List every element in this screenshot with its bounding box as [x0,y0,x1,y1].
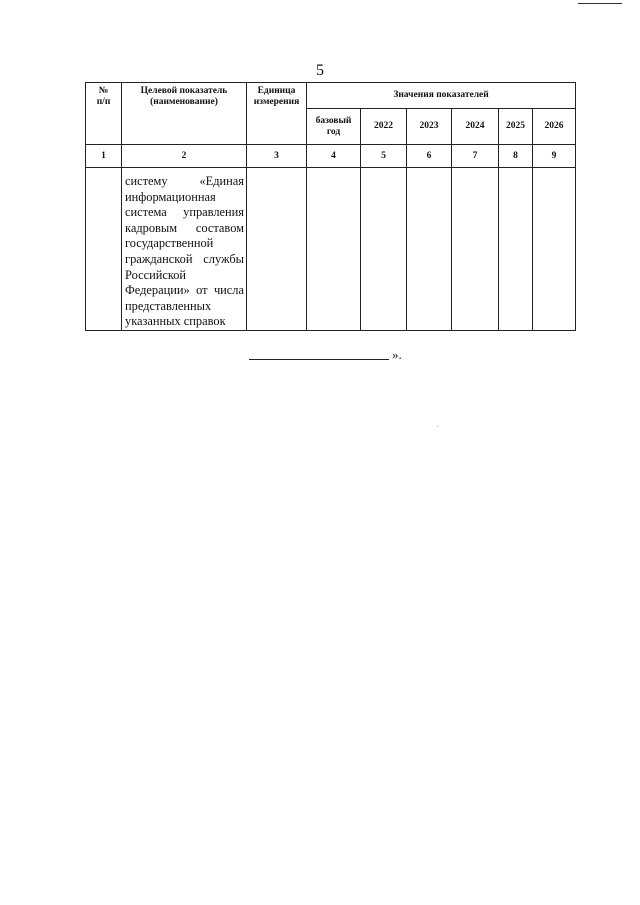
value-2026-cell [533,168,576,331]
value-2022-cell [361,168,407,331]
column-number: 2 [122,145,247,168]
column-number: 9 [533,145,576,168]
value-2024-cell [452,168,499,331]
column-number: 8 [499,145,533,168]
header-target-indicator: Целевой показатель (наименование) [122,83,247,145]
header-year-2023: 2023 [407,109,452,145]
column-number: 7 [452,145,499,168]
row-num-cell [86,168,122,331]
column-number: 5 [361,145,407,168]
header-unit: Единица измерения [247,83,307,145]
value-2025-cell [499,168,533,331]
header-year-2026: 2026 [533,109,576,145]
column-number: 6 [407,145,452,168]
target-indicator-text: систему «Единая информационная система управления кадровым составом государственной гражданской службы Российской Федерации» от числа представленных указанных справок [125,174,244,329]
header-row-1 [86,83,576,109]
target-indicators-table [85,82,576,331]
scan-speck [437,426,438,427]
column-number: 4 [307,145,361,168]
closing-quote: ». [392,347,402,362]
header-year-2022: 2022 [361,109,407,145]
header-year-2024: 2024 [452,109,499,145]
base-year-cell [307,168,361,331]
table-row [86,168,576,331]
page-number: 5 [316,62,324,79]
header-year-2025: 2025 [499,109,533,145]
header-num: № п/п [86,83,122,145]
column-number: 3 [247,145,307,168]
unit-cell [247,168,307,331]
signature-blank-line [249,359,389,360]
value-2023-cell [407,168,452,331]
header-base-year: базовый год [307,109,361,145]
column-number-row [86,145,576,168]
target-indicator-cell [122,168,247,331]
header-values-group: Значения показателей [307,83,576,109]
top-edge-line [578,3,622,4]
column-number: 1 [86,145,122,168]
